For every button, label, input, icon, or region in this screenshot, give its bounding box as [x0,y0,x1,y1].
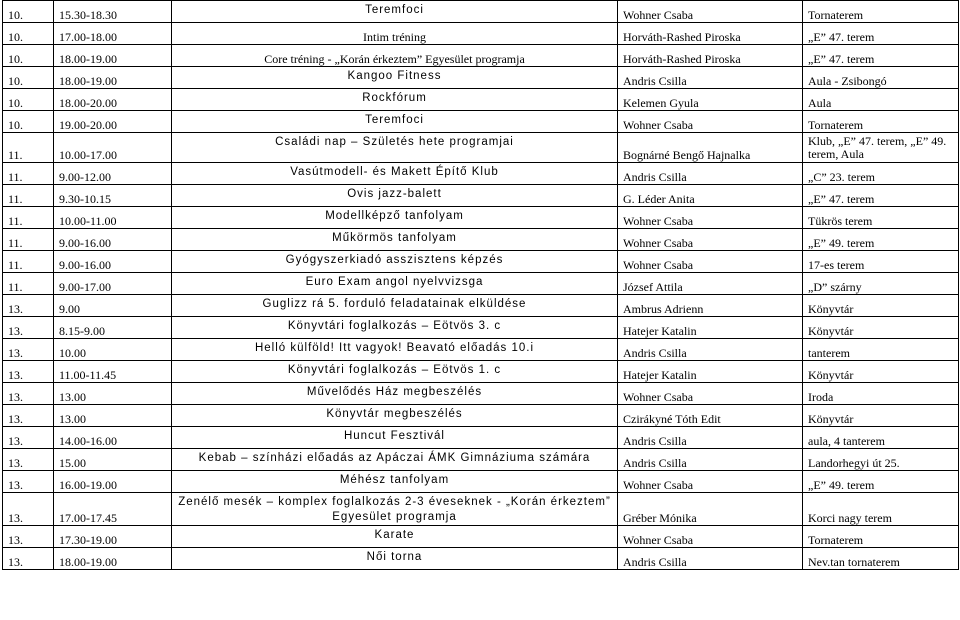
day-cell: 13. [3,548,54,570]
program-cell: Ovis jazz-balett [172,185,618,207]
organizer-cell: Andris Csilla [618,427,803,449]
time-cell: 18.00-19.00 [54,67,172,89]
time-cell: 9.00-16.00 [54,229,172,251]
time-cell: 17.00-18.00 [54,23,172,45]
organizer-cell: Wohner Csaba [618,111,803,133]
time-cell: 10.00 [54,339,172,361]
time-cell: 18.00-19.00 [54,548,172,570]
time-cell: 8.15-9.00 [54,317,172,339]
table-row [3,67,959,89]
organizer-cell: Andris Csilla [618,449,803,471]
day-cell: 11. [3,163,54,185]
organizer-cell: Andris Csilla [618,548,803,570]
organizer-cell: Wohner Csaba [618,1,803,23]
day-cell: 10. [3,67,54,89]
location-cell: Iroda [803,383,959,405]
location-cell: aula, 4 tanterem [803,427,959,449]
day-cell: 10. [3,1,54,23]
organizer-cell: Horváth-Rashed Piroska [618,45,803,67]
table-row [3,361,959,383]
time-cell: 9.00 [54,295,172,317]
day-cell: 13. [3,383,54,405]
day-cell: 13. [3,361,54,383]
time-cell: 17.00-17.45 [54,493,172,526]
organizer-cell: Andris Csilla [618,339,803,361]
organizer-cell: Wohner Csaba [618,251,803,273]
time-cell: 13.00 [54,405,172,427]
table-row [3,207,959,229]
program-cell: Vasútmodell- és Makett Építő Klub [172,163,618,185]
program-cell: Művelődés Ház megbeszélés [172,383,618,405]
time-cell: 10.00-17.00 [54,133,172,163]
organizer-cell: Wohner Csaba [618,229,803,251]
organizer-cell: Gréber Mónika [618,493,803,526]
table-row [3,427,959,449]
day-cell: 11. [3,207,54,229]
table-row [3,548,959,570]
day-cell: 11. [3,185,54,207]
location-cell: Könyvtár [803,405,959,427]
day-cell: 13. [3,317,54,339]
organizer-cell: Bognárné Bengő Hajnalka [618,133,803,163]
location-cell: Korci nagy terem [803,493,959,526]
organizer-cell: G. Léder Anita [618,185,803,207]
location-cell: „D” szárny [803,273,959,295]
day-cell: 13. [3,493,54,526]
organizer-cell: Wohner Csaba [618,526,803,548]
program-cell: Teremfoci [172,111,618,133]
program-cell: Rockfórum [172,89,618,111]
table-row [3,1,959,23]
time-cell: 15.00 [54,449,172,471]
program-cell: Teremfoci [172,1,618,23]
program-cell: Euro Exam angol nyelvvizsga [172,273,618,295]
organizer-cell: Ambrus Adrienn [618,295,803,317]
time-cell: 17.30-19.00 [54,526,172,548]
day-cell: 13. [3,295,54,317]
table-row [3,383,959,405]
organizer-cell: Czirákyné Tóth Edit [618,405,803,427]
table-row [3,163,959,185]
location-cell: Aula [803,89,959,111]
time-cell: 18.00-19.00 [54,45,172,67]
organizer-cell: Horváth-Rashed Piroska [618,23,803,45]
location-cell: Tornaterem [803,1,959,23]
table-row [3,229,959,251]
day-cell: 11. [3,229,54,251]
program-cell: Helló külföld! Itt vagyok! Beavató előadás 10.i [172,339,618,361]
table-row [3,111,959,133]
organizer-cell: József Attila [618,273,803,295]
location-cell: Tükrös terem [803,207,959,229]
organizer-cell: Kelemen Gyula [618,89,803,111]
time-cell: 9.00-17.00 [54,273,172,295]
location-cell: „E” 47. terem [803,45,959,67]
program-cell: Gyógyszerkiadó asszisztens képzés [172,251,618,273]
table-row [3,251,959,273]
time-cell: 9.00-12.00 [54,163,172,185]
day-cell: 13. [3,405,54,427]
day-cell: 11. [3,251,54,273]
table-row [3,449,959,471]
location-cell: Könyvtár [803,295,959,317]
location-cell: Nev.tan tornaterem [803,548,959,570]
location-cell: tanterem [803,339,959,361]
time-cell: 9.30-10.15 [54,185,172,207]
time-cell: 16.00-19.00 [54,471,172,493]
table-row [3,317,959,339]
day-cell: 13. [3,449,54,471]
location-cell: Aula - Zsibongó [803,67,959,89]
schedule-table [2,0,959,570]
location-cell: Könyvtár [803,361,959,383]
time-cell: 10.00-11.00 [54,207,172,229]
day-cell: 10. [3,45,54,67]
time-cell: 14.00-16.00 [54,427,172,449]
time-cell: 18.00-20.00 [54,89,172,111]
program-cell: Zenélő mesék – komplex foglalkozás 2-3 éveseknek - „Korán érkeztem” Egyesület programja [172,493,618,526]
table-row [3,45,959,67]
program-cell: Intim tréning [172,23,618,45]
organizer-cell: Wohner Csaba [618,207,803,229]
organizer-cell: Hatejer Katalin [618,317,803,339]
day-cell: 10. [3,23,54,45]
table-row [3,295,959,317]
location-cell: „E” 49. terem [803,229,959,251]
program-cell: Huncut Fesztivál [172,427,618,449]
organizer-cell: Andris Csilla [618,163,803,185]
program-cell: Könyvtári foglalkozás – Eötvös 3. c [172,317,618,339]
program-cell: Könyvtár megbeszélés [172,405,618,427]
table-row [3,339,959,361]
table-row [3,526,959,548]
schedule-rows [3,1,959,570]
location-cell: 17-es terem [803,251,959,273]
day-cell: 13. [3,339,54,361]
day-cell: 13. [3,427,54,449]
day-cell: 13. [3,471,54,493]
day-cell: 11. [3,273,54,295]
table-row [3,405,959,427]
program-cell: Kebab – színházi előadás az Apáczai ÁMK Gimnáziuma számára [172,449,618,471]
program-cell: Női torna [172,548,618,570]
table-row [3,273,959,295]
location-cell: Tornaterem [803,526,959,548]
organizer-cell: Hatejer Katalin [618,361,803,383]
location-cell: Landorhegyi út 25. [803,449,959,471]
location-cell: Klub, „E” 47. terem, „E” 49. terem, Aula [803,133,959,163]
organizer-cell: Wohner Csaba [618,471,803,493]
table-row [3,133,959,163]
location-cell: „E” 49. terem [803,471,959,493]
program-cell: Könyvtári foglalkozás – Eötvös 1. c [172,361,618,383]
time-cell: 15.30-18.30 [54,1,172,23]
table-row [3,493,959,526]
table-row [3,23,959,45]
location-cell: Tornaterem [803,111,959,133]
location-cell: Könyvtár [803,317,959,339]
location-cell: „E” 47. terem [803,185,959,207]
location-cell: „E” 47. terem [803,23,959,45]
time-cell: 13.00 [54,383,172,405]
table-row [3,185,959,207]
day-cell: 11. [3,133,54,163]
day-cell: 10. [3,89,54,111]
organizer-cell: Wohner Csaba [618,383,803,405]
day-cell: 13. [3,526,54,548]
program-cell: Családi nap – Születés hete programjai [172,133,618,163]
program-cell: Méhész tanfolyam [172,471,618,493]
table-row [3,89,959,111]
program-cell: Core tréning - „Korán érkeztem” Egyesület programja [172,45,618,67]
organizer-cell: Andris Csilla [618,67,803,89]
location-cell: „C” 23. terem [803,163,959,185]
time-cell: 19.00-20.00 [54,111,172,133]
program-cell: Guglizz rá 5. forduló feladatainak elküldése [172,295,618,317]
time-cell: 11.00-11.45 [54,361,172,383]
program-cell: Karate [172,526,618,548]
table-row [3,471,959,493]
program-cell: Modellképző tanfolyam [172,207,618,229]
day-cell: 10. [3,111,54,133]
program-cell: Kangoo Fitness [172,67,618,89]
program-cell: Műkörmös tanfolyam [172,229,618,251]
time-cell: 9.00-16.00 [54,251,172,273]
